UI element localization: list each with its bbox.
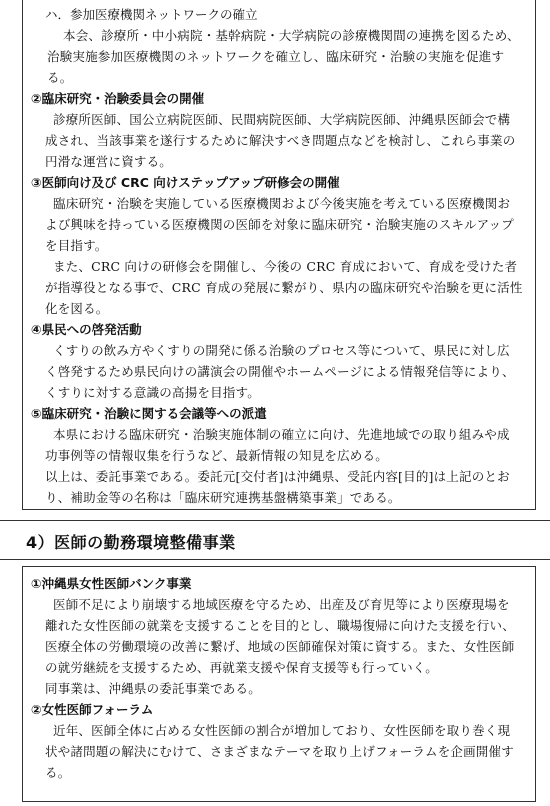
paragraph-line: また、CRC 向けの研修会を開催し、今後の CRC 育成において、育成を受けた者 (53, 259, 518, 274)
paragraph-line: 同事業は、沖縄県の委託事業である。 (45, 681, 261, 696)
paragraph-line: る。 (47, 70, 73, 85)
lower-section-content (31, 573, 529, 783)
upper-section-content (31, 4, 529, 508)
paragraph-line: く啓発するため県民向けの講演会の開催やホームページによる情報発信等により、 (45, 364, 515, 379)
paragraph-line: 医療全体の労働環境の改善に繋げ、地域の医師確保対策に資する。また、女性医師 (45, 639, 515, 654)
paragraph-line: 治験実施参加医療機関のネットワークを確立し、臨床研究・治験の実施を促進す (47, 49, 505, 64)
upper-section-box (22, 0, 536, 510)
paragraph-line: 以上は、委託事業である。委託元[交付者]は沖縄県、受託内容[目的]は上記のとお (45, 469, 510, 484)
paragraph-line: くすりの飲み方やくすりの開発に係る治験のプロセス等について、県民に対し広 (53, 343, 510, 358)
paragraph-line: 功事例等の情報収集を行うなど、最新情報の知見を広める。 (45, 448, 388, 463)
paragraph-line: が指導役となる事で、CRC 育成の発展に繋がり、県内の臨床研究や治験を更に活性 (45, 280, 523, 295)
item-title-committee: ②臨床研究・治験委員会の開催 (31, 91, 205, 106)
paragraph-line: 診療所医師、国公立病院医師、民間病院医師、大学病院医師、沖縄県医師会で構 (53, 112, 511, 127)
paragraph-line: 成され、当該事業を遂行するために解決すべき問題点などを検討し、これら事業の (45, 133, 516, 148)
item-title-outreach: ④県民への啓発活動 (31, 322, 142, 337)
item-title-dispatch: ⑤臨床研究・治験に関する会議等への派遣 (31, 406, 267, 421)
paragraph-line: 円滑な運営に資する。 (45, 154, 173, 169)
item-title-training: ③医師向け及び CRC 向けステップアップ研修会の開催 (31, 175, 340, 190)
section-heading-bar (0, 520, 550, 560)
paragraph-line: 状や諸問題の解決にむけて、さまざまなテーマを取り上げフォーラムを企画開催す (45, 744, 514, 759)
paragraph-line: 医師不足により崩壊する地域医療を守るため、出産及び育児等により医療現場を (53, 597, 510, 612)
paragraph-line: 臨床研究・治験を実施している医療機関および今後実施を考えている医療機関お (53, 196, 511, 211)
item-title-women-doctor-bank: ①沖縄県女性医師バンク事業 (31, 576, 192, 591)
paragraph-line: 化を図る。 (45, 301, 109, 316)
section-heading: 4）医師の勤務環境整備事業 (26, 533, 236, 552)
subsection-title-network: ハ．参加医療機関ネットワークの確立 (45, 7, 258, 22)
paragraph-line: る。 (45, 765, 71, 780)
paragraph-line: り、補助金等の名称は「臨床研究連携基盤構築事業」である。 (45, 490, 401, 505)
paragraph-line: 本会、診療所・中小病院・基幹病院・大学病院の診療機関間の連携を図るため、 (63, 28, 520, 43)
paragraph-line: の就労継続を支援するため、再就業支援や保育支援等も行っていく。 (45, 660, 438, 675)
paragraph-line: くすりに対する意識の高揚を目指す。 (45, 385, 260, 400)
lower-section-box (22, 566, 536, 802)
paragraph-line: を目指す。 (45, 238, 108, 253)
paragraph-line: 本県における臨床研究・治験実施体制の確立に向け、先進地域での取り組みや成 (53, 427, 510, 442)
paragraph-line: 離れた女性医師の就業を支援することを目的とし、職場復帰に向けた支援を行い、 (45, 618, 515, 633)
paragraph-line: 近年、医師全体に占める女性医師の割合が増加しており、女性医師を取り巻く現 (53, 723, 511, 738)
paragraph-line: よび興味を持っている医療機関の医師を対象に臨床研究・治験実施のスキルアップ (45, 217, 514, 232)
item-title-women-doctor-forum: ②女性医師フォーラム (31, 702, 154, 717)
